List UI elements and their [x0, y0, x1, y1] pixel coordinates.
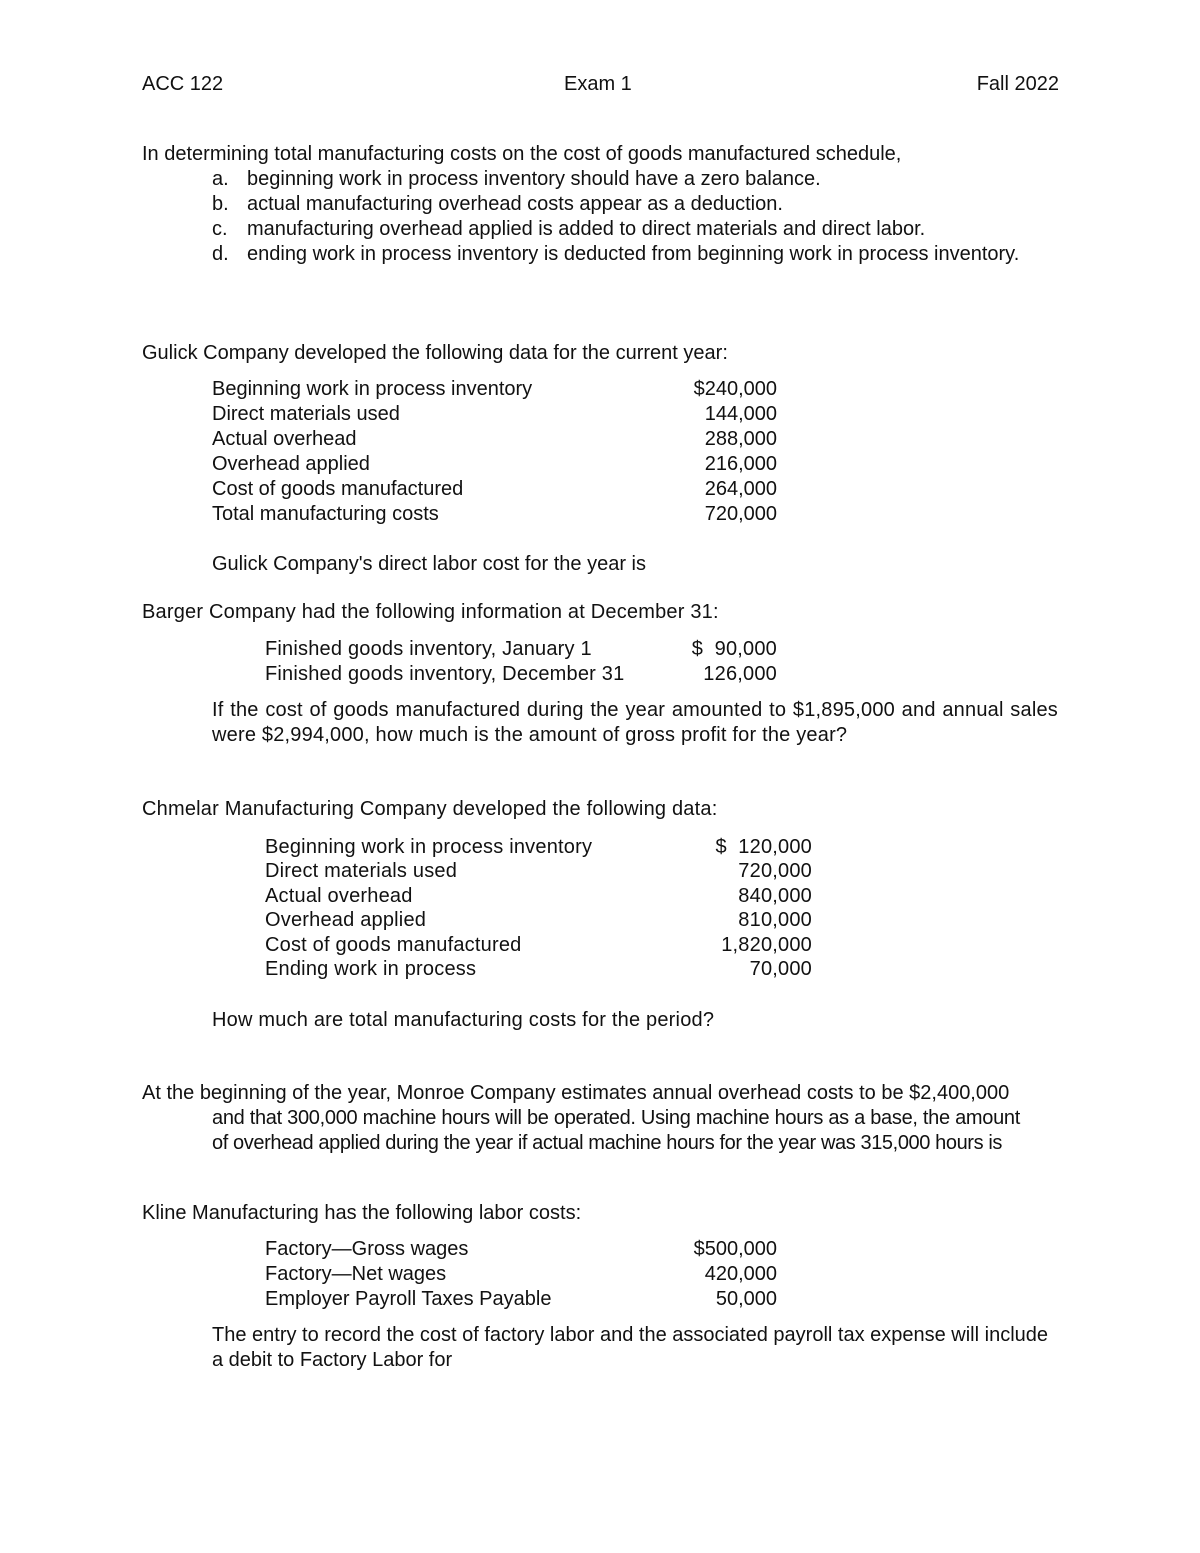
data-row	[212, 427, 777, 452]
row-label: Finished goods inventory, January 1	[265, 638, 592, 660]
question-5-line-2: and that 300,000 machine hours will be operated. Using machine hours as a base, the amount	[212, 1107, 1020, 1129]
course-code: ACC 122	[142, 73, 224, 95]
row-label: Factory—Gross wages	[265, 1238, 469, 1260]
question-2-stem: Gulick Company developed the following data for the current year:	[142, 342, 728, 364]
row-label: Direct materials used	[212, 403, 400, 425]
row-value: 720,000	[738, 860, 812, 882]
data-row	[265, 933, 812, 958]
question-2-prompt: Gulick Company's direct labor cost for the year is	[212, 553, 646, 575]
data-row	[265, 1262, 777, 1287]
question-6-stem: Kline Manufacturing has the following labor costs:	[142, 1202, 582, 1224]
question-4-prompt: How much are total manufacturing costs for the period?	[212, 1009, 715, 1031]
exam-term: Fall 2022	[976, 73, 1059, 95]
row-label: Employer Payroll Taxes Payable	[265, 1288, 552, 1310]
row-value: 70,000	[749, 958, 812, 980]
option-letter: a.	[212, 168, 229, 190]
data-row	[265, 1237, 777, 1262]
question-4-stem: Chmelar Manufacturing Company developed the following data:	[142, 798, 718, 820]
data-row	[265, 859, 812, 884]
option-c: manufacturing overhead applied is added to direct materials and direct labor.	[247, 218, 926, 240]
data-row	[265, 957, 812, 982]
row-value: 840,000	[738, 885, 812, 907]
option-d: ending work in process inventory is deducted from beginning work in process inventory.	[247, 243, 1020, 265]
question-3-stem: Barger Company had the following information at December 31:	[142, 601, 719, 623]
row-label: Beginning work in process inventory	[212, 378, 533, 400]
data-row	[265, 637, 777, 662]
row-value: 720,000	[704, 503, 777, 525]
data-row	[265, 662, 777, 687]
row-label: Finished goods inventory, December 31	[265, 663, 625, 685]
option-letter: c.	[212, 218, 228, 240]
row-value: 420,000	[704, 1263, 777, 1285]
data-row	[212, 477, 777, 502]
question-1-stem: In determining total manufacturing costs on the cost of goods manufactured schedule,	[142, 143, 902, 165]
row-value: 126,000	[703, 663, 777, 685]
row-label: Actual overhead	[265, 885, 413, 907]
row-label: Actual overhead	[212, 428, 357, 450]
data-row	[265, 835, 812, 860]
row-label: Cost of goods manufactured	[265, 934, 522, 956]
row-value: $500,000	[693, 1238, 777, 1260]
row-label: Beginning work in process inventory	[265, 836, 593, 858]
row-value: $240,000	[693, 378, 777, 400]
question-3-prompt: If the cost of goods manufactured during the year amounted to $1,895,000 and annual sales were $2,994,000, how much is the amount of gross profit for the year?	[212, 699, 1058, 746]
row-label: Direct materials used	[265, 860, 458, 882]
row-value: 264,000	[704, 478, 777, 500]
data-row	[265, 884, 812, 909]
data-row	[212, 502, 777, 527]
question-5-line-3: of overhead applied during the year if actual machine hours for the year was 315,000 hours is	[212, 1132, 1002, 1154]
row-value: 810,000	[738, 909, 812, 931]
row-value: 1,820,000	[721, 934, 812, 956]
row-value: 216,000	[704, 453, 777, 475]
option-letter: d.	[212, 243, 229, 265]
data-row	[212, 402, 777, 427]
row-label: Cost of goods manufactured	[212, 478, 464, 500]
row-label: Overhead applied	[265, 909, 427, 931]
row-label: Factory—Net wages	[265, 1263, 447, 1285]
row-value: 50,000	[715, 1288, 777, 1310]
data-row	[212, 377, 777, 402]
option-letter: b.	[212, 193, 229, 215]
data-row	[212, 452, 777, 477]
data-row	[265, 1287, 777, 1312]
question-5-line-1: At the beginning of the year, Monroe Company estimates annual overhead costs to be $2,400,000	[142, 1082, 1010, 1104]
row-value: 288,000	[704, 428, 777, 450]
row-value: 144,000	[704, 403, 777, 425]
data-row	[265, 908, 812, 933]
row-label: Ending work in process	[265, 958, 477, 980]
exam-title: Exam 1	[564, 73, 632, 95]
option-a: beginning work in process inventory should have a zero balance.	[247, 168, 821, 190]
row-label: Overhead applied	[212, 453, 370, 475]
question-6-prompt: The entry to record the cost of factory labor and the associated payroll tax expense will include a debit to Factory Labor for	[212, 1324, 1049, 1371]
row-value: $ 120,000	[715, 836, 812, 858]
row-label: Total manufacturing costs	[212, 503, 439, 525]
row-value: $ 90,000	[691, 638, 777, 660]
option-b: actual manufacturing overhead costs appear as a deduction.	[247, 193, 783, 215]
